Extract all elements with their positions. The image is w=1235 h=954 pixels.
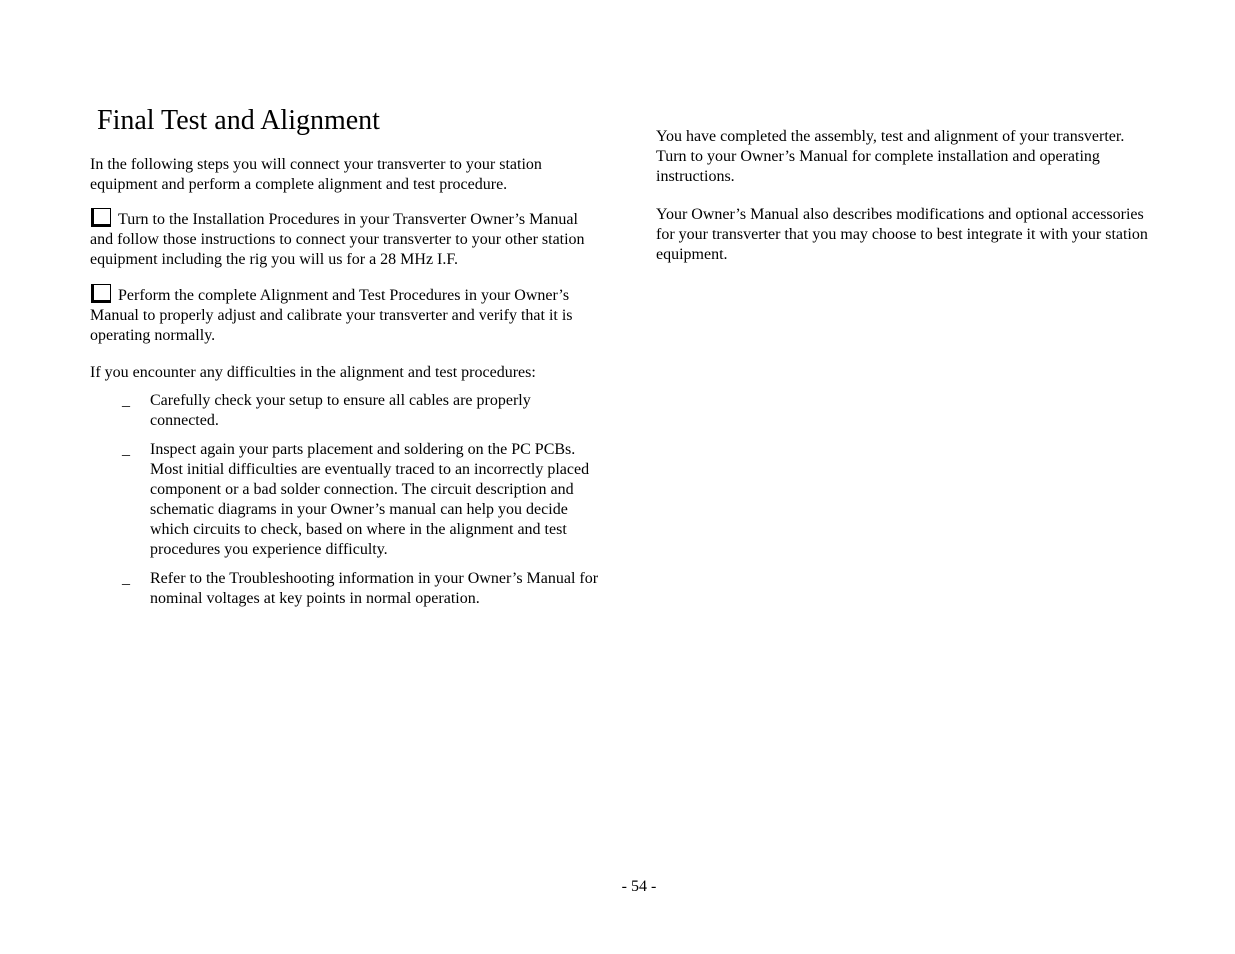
page-title: Final Test and Alignment (97, 105, 380, 136)
intro-paragraph: In the following steps you will connect your transverter to your station equipment and perform a complete alignment and test procedure. (90, 156, 542, 193)
troubleshooting-list (90, 391, 600, 618)
step-install-text: Turn to the Installation Procedures in your Transverter Owner’s Manual and follow those instructions to connect your transverter to your other station equipment including the rig you will us for a 28 MHz I.F. (90, 211, 585, 268)
modifications-paragraph: Your Owner’s Manual also describes modifications and optional accessories for your transverter that you may choose to best integrate it with your station equipment. (656, 206, 1148, 263)
completion-paragraph: You have completed the assembly, test and alignment of your transverter. Turn to your Owner’s Manual for complete installation and operating instructions. (656, 128, 1125, 185)
bullet-marker: _ (122, 441, 130, 458)
step-install (90, 208, 595, 270)
list-item-text: Refer to the Troubleshooting information in your Owner’s Manual for nominal voltages at key points in normal operation. (150, 570, 599, 607)
difficulties-intro: If you encounter any difficulties in the alignment and test procedures: (90, 364, 536, 381)
step-alignment-text: Perform the complete Alignment and Test Procedures in your Owner’s Manual to properly adjust and calibrate your transverter and verify that it is operating normally. (90, 287, 573, 344)
list-item-text: Inspect again your parts placement and soldering on the PC PCBs. Most initial difficulties are eventually traced to an incorrectly placed component or a bad solder connection. The circuit description and schematic diagrams in your Owner’s manual can help you decide which circuits to check, based on where in the alignment and test procedures you experience difficulty. (150, 441, 590, 558)
list-item (90, 569, 600, 609)
bullet-marker: _ (122, 392, 130, 409)
checkbox-icon[interactable] (91, 284, 111, 303)
checkbox-icon[interactable] (91, 208, 111, 227)
list-item (90, 391, 600, 431)
list-item-text: Carefully check your setup to ensure all cables are properly connected. (150, 392, 531, 429)
page-number: - 54 - (621, 878, 657, 895)
bullet-marker: _ (122, 570, 130, 587)
step-alignment (90, 284, 595, 346)
list-item (90, 440, 600, 560)
